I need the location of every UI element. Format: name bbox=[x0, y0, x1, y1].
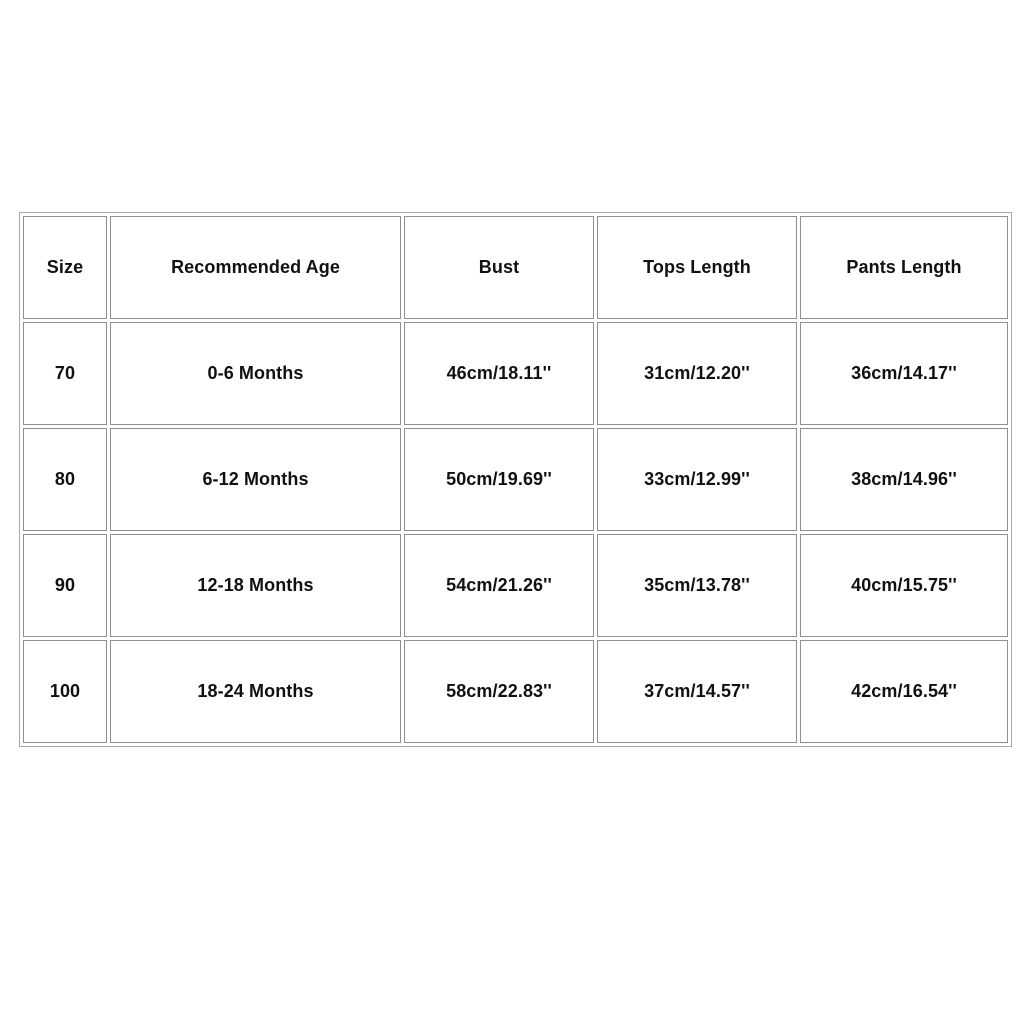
cell-pants-length: 42cm/16.54'' bbox=[800, 640, 1008, 743]
header-cell-size: Size bbox=[23, 216, 107, 319]
cell-size: 70 bbox=[23, 322, 107, 425]
table-row bbox=[23, 534, 1008, 637]
header-cell-tops-length: Tops Length bbox=[597, 216, 797, 319]
header-row bbox=[23, 216, 1008, 319]
size-chart-table bbox=[19, 212, 1012, 747]
cell-bust: 58cm/22.83'' bbox=[404, 640, 594, 743]
cell-tops-length: 35cm/13.78'' bbox=[597, 534, 797, 637]
cell-recommended-age: 12-18 Months bbox=[110, 534, 401, 637]
table-row bbox=[23, 428, 1008, 531]
cell-bust: 46cm/18.11'' bbox=[404, 322, 594, 425]
cell-pants-length: 40cm/15.75'' bbox=[800, 534, 1008, 637]
cell-size: 100 bbox=[23, 640, 107, 743]
cell-bust: 50cm/19.69'' bbox=[404, 428, 594, 531]
cell-pants-length: 38cm/14.96'' bbox=[800, 428, 1008, 531]
cell-tops-length: 37cm/14.57'' bbox=[597, 640, 797, 743]
header-cell-pants-length: Pants Length bbox=[800, 216, 1008, 319]
table-row bbox=[23, 322, 1008, 425]
cell-pants-length: 36cm/14.17'' bbox=[800, 322, 1008, 425]
header-cell-bust: Bust bbox=[404, 216, 594, 319]
cell-recommended-age: 18-24 Months bbox=[110, 640, 401, 743]
cell-bust: 54cm/21.26'' bbox=[404, 534, 594, 637]
cell-tops-length: 33cm/12.99'' bbox=[597, 428, 797, 531]
header-cell-recommended-age: Recommended Age bbox=[110, 216, 401, 319]
table-row bbox=[23, 640, 1008, 743]
cell-recommended-age: 0-6 Months bbox=[110, 322, 401, 425]
cell-size: 80 bbox=[23, 428, 107, 531]
cell-tops-length: 31cm/12.20'' bbox=[597, 322, 797, 425]
cell-recommended-age: 6-12 Months bbox=[110, 428, 401, 531]
cell-size: 90 bbox=[23, 534, 107, 637]
